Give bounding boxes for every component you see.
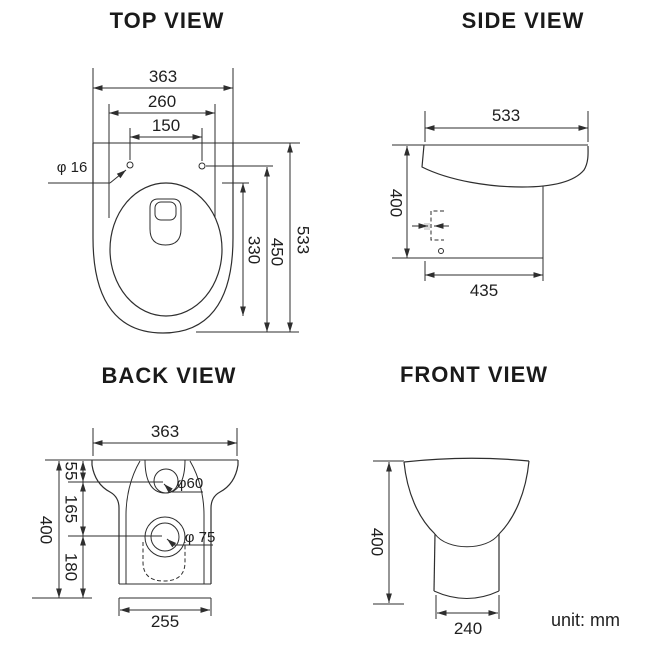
front-view-bowl-underside [435, 534, 499, 547]
back-view-outlet-inner [151, 523, 179, 551]
side-view-title: SIDE VIEW [461, 8, 585, 33]
front-view-title: FRONT VIEW [399, 362, 549, 387]
front-view-bowl-left [404, 462, 435, 534]
back-view-inlet-diameter-label: φ60 [176, 475, 204, 492]
back-view-outline-left [92, 460, 119, 584]
top-view-dim-533-label: 533 [293, 225, 313, 255]
top-view-seat-opening [110, 183, 222, 316]
side-view-dim-435-label: 435 [469, 281, 499, 300]
front-view-top-edge [404, 458, 529, 462]
side-view-fixing-hole [439, 249, 444, 254]
front-view-dim-400-label: 400 [367, 527, 387, 557]
front-view [368, 362, 549, 638]
top-view-dim-450-label: 450 [267, 237, 287, 267]
top-view-dim-260-label: 260 [147, 92, 177, 111]
back-view-dim-165-label: 165 [61, 494, 81, 524]
top-view-flush-recess-outline [150, 199, 181, 245]
top-view-flush-recess-inner [155, 202, 176, 220]
back-view-outlet-diameter-label: φ 75 [184, 529, 216, 546]
back-view-dim-400-label: 400 [36, 515, 56, 545]
back-view-dim-255-label: 255 [150, 612, 180, 631]
back-view-outline-right [211, 460, 238, 584]
front-view-pedestal-left [434, 534, 435, 591]
back-view-dim-363-label: 363 [150, 422, 180, 441]
top-view-dim-150-label: 150 [151, 116, 181, 135]
side-view [387, 8, 589, 300]
front-view-dim-240-label: 240 [453, 619, 483, 638]
front-view-bowl-right [499, 461, 529, 534]
top-view-leader-phi16-arrow [110, 170, 126, 183]
back-view-dim-55-label: 55 [61, 461, 81, 481]
top-view-dim-363-label: 363 [148, 67, 178, 86]
top-view-dim-330-label: 330 [244, 235, 264, 265]
back-view-leader-phi60-arrow [164, 484, 172, 492]
top-view-left-fixing-hole [127, 162, 133, 168]
back-view-trapway-hidden [143, 542, 185, 581]
side-view-dim-400-label: 400 [386, 188, 406, 218]
top-view-body-outline [93, 143, 233, 333]
top-view-right-fixing-hole [199, 163, 205, 169]
top-view-hole-diameter-label: φ 16 [56, 159, 88, 176]
top-view-title: TOP VIEW [109, 8, 225, 33]
back-view-title: BACK VIEW [101, 363, 237, 388]
top-view [48, 8, 313, 333]
side-view-dim-533-label: 533 [491, 106, 521, 125]
back-view-leader-phi75-arrow [167, 539, 174, 545]
unit-note: unit: mm [551, 610, 621, 630]
back-view-bowl-inner-left [126, 461, 140, 584]
side-view-body-outline [422, 145, 588, 187]
back-view [32, 363, 238, 631]
back-view-dim-180-label: 180 [61, 552, 81, 582]
back-view-inlet-hole [154, 469, 178, 493]
front-view-base-bottom [434, 591, 499, 599]
